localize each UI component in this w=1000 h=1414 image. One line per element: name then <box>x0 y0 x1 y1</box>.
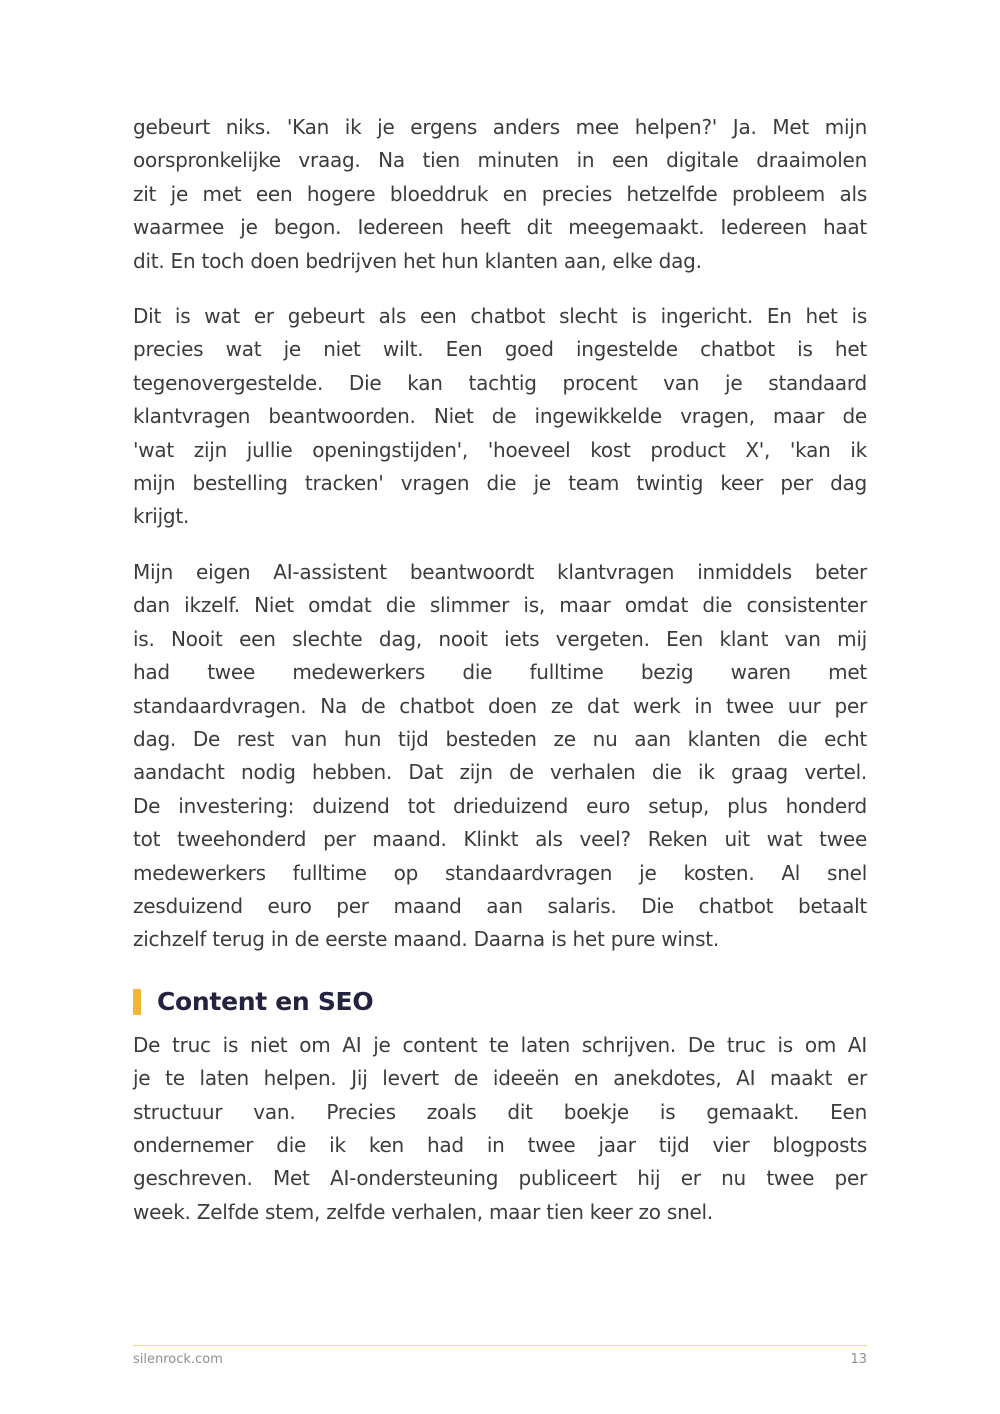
text-line: ondernemer die ik ken had in twee jaar tijd vier blogposts <box>133 1132 867 1157</box>
paragraph <box>133 300 867 534</box>
text-line: gebeurt niks. 'Kan ik je ergens anders mee helpen?' Ja. Met mijn <box>133 115 867 139</box>
text-line: zichzelf terug in de eerste maand. Daarna is het pure winst. <box>133 927 719 952</box>
footer-site-url: silenrock.com <box>133 1352 223 1367</box>
body-text <box>133 111 867 1251</box>
text-line: week. Zelfde stem, zelfde verhalen, maar tien keer zo snel. <box>133 1199 713 1224</box>
text-line: je te laten helpen. Jij levert de ideeën en anekdotes, AI maakt er <box>133 1066 867 1091</box>
text-line: tot tweehonderd per maand. Klinkt als veel? Reken uit wat twee <box>133 827 867 852</box>
text-line: waarmee je begon. Iedereen heeft dit meegemaakt. Iedereen haat <box>133 215 867 240</box>
heading-accent-bar <box>133 989 141 1015</box>
text-line: dan ikzelf. Niet omdat die slimmer is, maar omdat die consistenter <box>133 593 867 618</box>
text-line: geschreven. Met AI-ondersteuning publiceert hij er nu twee per <box>133 1166 867 1191</box>
text-line: zesduizend euro per maand aan salaris. Die chatbot betaalt <box>133 893 867 918</box>
footer <box>133 1345 867 1367</box>
text-line: zit je met een hogere bloeddruk en precies hetzelfde probleem als <box>133 181 867 206</box>
text-line: dag. De rest van hun tijd besteden ze nu aan klanten die echt <box>133 726 867 751</box>
paragraph <box>133 1029 867 1229</box>
text-line: Dit is wat er gebeurt als een chatbot slecht is ingericht. En het is <box>133 304 867 329</box>
paragraph <box>133 111 867 278</box>
text-line: klantvragen beantwoorden. Niet de ingewikkelde vragen, maar de <box>133 404 867 429</box>
text-line: krijgt. <box>133 504 190 529</box>
text-line: had twee medewerkers die fulltime bezig waren met <box>133 660 867 685</box>
footer-page-number: 13 <box>850 1352 867 1367</box>
text-line: aandacht nodig hebben. Dat zijn de verhalen die ik graag vertel. <box>133 760 867 785</box>
text-line: Mijn eigen AI-assistent beantwoordt klantvragen inmiddels beter <box>133 559 867 584</box>
text-line: is. Nooit een slechte dag, nooit iets vergeten. Een klant van mij <box>133 626 867 651</box>
text-line: 'wat zijn jullie openingstijden', 'hoeveel kost product X', 'kan ik <box>133 437 867 462</box>
text-line: dit. En toch doen bedrijven het hun klanten aan, elke dag. <box>133 248 702 273</box>
text-line: De truc is niet om AI je content te laten schrijven. De truc is om AI <box>133 1032 867 1057</box>
heading-text: Content en SEO <box>157 986 374 1016</box>
text-line: standaardvragen. Na de chatbot doen ze dat werk in twee uur per <box>133 693 867 718</box>
section-heading <box>133 987 867 1017</box>
text-line: De investering: duizend tot drieduizend euro setup, plus honderd <box>133 793 867 818</box>
text-line: medewerkers fulltime op standaardvragen je kosten. Al snel <box>133 860 867 885</box>
text-line: oorspronkelijke vraag. Na tien minuten in een digitale draaimolen <box>133 148 867 173</box>
text-line: tegenovergestelde. Die kan tachtig procent van je standaard <box>133 370 867 395</box>
paragraph <box>133 556 867 957</box>
text-line: precies wat je niet wilt. Een goed ingestelde chatbot is het <box>133 337 867 362</box>
text-line: mijn bestelling tracken' vragen die je team twintig keer per dag <box>133 471 867 496</box>
text-line: structuur van. Precies zoals dit boekje is gemaakt. Een <box>133 1099 867 1124</box>
